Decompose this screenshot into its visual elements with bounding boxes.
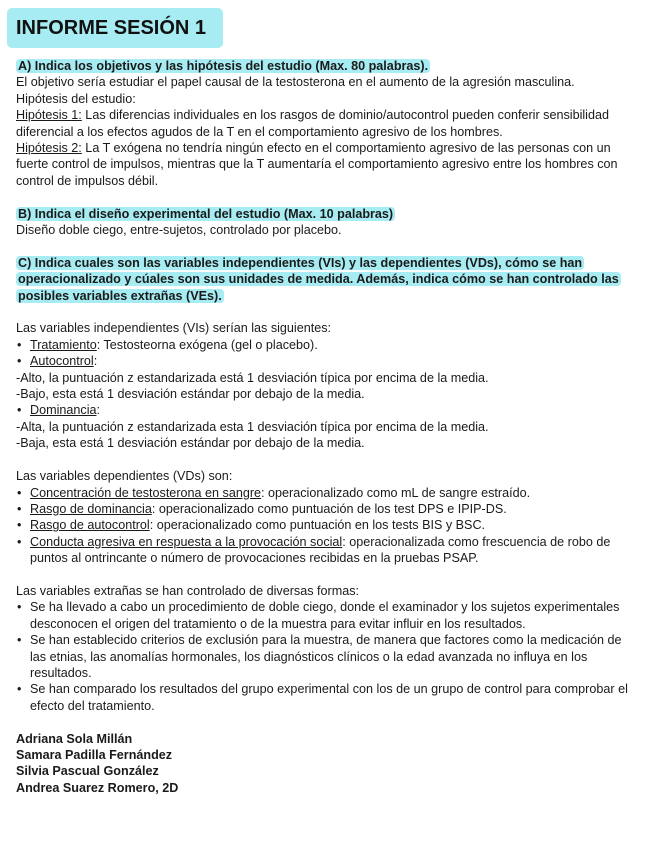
hypothesis-2-text: La T exógena no tendría ningún efecto en el comportamiento agresivo de las personas con un fuerte control de impulsos, mientras que la T aumentaría el comportamiento agresivo entre los hombres con control de impulsos débil.: [16, 141, 618, 188]
objective-text: El objetivo sería estudiar el papel causal de la testosterona en el aumento de la agresión masculina.: [16, 75, 575, 90]
ve-intro: Las variables extrañas se han controlado de diversas formas:: [16, 583, 360, 598]
hypothesis-1-label: Hipótesis 1:: [16, 108, 82, 123]
author-name: Silvia Pascual González: [16, 764, 159, 779]
title-box: [7, 8, 223, 48]
design-answer: Diseño doble ciego, entre-sujetos, controlado por placebo.: [16, 223, 342, 238]
hypotheses-heading: Hipótesis del estudio:: [16, 91, 136, 106]
vi-autocontrol-colon: :: [93, 354, 98, 369]
page-title: INFORME SESIÓN 1: [16, 17, 207, 39]
authors: [16, 731, 634, 797]
hypothesis-2-label: Hipótesis 2:: [16, 141, 82, 156]
question-a: [16, 58, 634, 74]
list-item: [16, 353, 634, 369]
question-b-text: B) Indica el diseño experimental del estudio (Max. 10 palabras): [18, 206, 394, 221]
vi-intro: Las variables independientes (VIs) serían las siguientes:: [16, 321, 332, 336]
vi-autocontrol-bajo: -Bajo, esta está 1 desviación estándar por debajo de la media.: [16, 387, 365, 402]
vd-list: [16, 485, 634, 567]
vi-autocontrol-alto: -Alto, la puntuación z estandarizada está 1 desviación típica por encima de la media.: [16, 370, 489, 385]
vi-list-dominance: [16, 402, 634, 418]
vi-dominancia-baja: -Baja, esta está 1 desviación estándar por debajo de la media.: [16, 436, 365, 451]
vd-item-text: : operacionalizado como puntuación en los tests BIS y BSC.: [149, 518, 486, 533]
list-item: [16, 485, 634, 501]
list-item: [16, 337, 634, 353]
vi-dominancia-colon: :: [96, 403, 100, 418]
vi-dominancia-alta: -Alta, la puntuación z estandarizada esta 1 desviación típica por encima de la media.: [16, 419, 489, 434]
list-item: [16, 534, 634, 567]
vi-tratamiento-text: : Testosteorna exógena (gel o placebo).: [96, 337, 318, 352]
hypothesis-2: [16, 140, 634, 189]
question-b: [16, 206, 634, 222]
author-name: Andrea Suarez Romero, 2D: [16, 780, 179, 795]
list-item: [16, 402, 634, 418]
hypothesis-1: [16, 107, 634, 140]
vi-list-treatment: [16, 337, 634, 370]
vd-item-text: : operacionalizado como puntuación de los test DPS e IPIP-DS.: [151, 501, 507, 516]
vd-item-label: Rasgo de dominancia: [30, 501, 152, 516]
vi-dominancia-label: Dominancia: [30, 403, 97, 418]
document-body: [16, 58, 634, 796]
list-item: • Se ha llevado a cabo un procedimiento de doble ciego, donde el examinador y los sujetos experimentales desconocen el origen del tratamiento o de la muestra para evitar influir en los resultados.: [16, 599, 634, 632]
vd-item-label: Conducta agresiva en respuesta a la provocación social: [30, 534, 343, 549]
hypothesis-1-text: Las diferencias individuales en los rasgos de dominio/autocontrol pueden conferir sensibilidad diferencial a los efectos agudos de la T en el comportamiento agresivo de los hombres.: [16, 108, 609, 139]
vd-item-label: Rasgo de autocontrol: [30, 518, 150, 533]
vd-intro: Las variables dependientes (VDs) son:: [16, 469, 233, 484]
vi-tratamiento-label: Tratamiento: [30, 337, 97, 352]
author-name: Samara Padilla Fernández: [16, 747, 173, 762]
question-a-text: A) Indica los objetivos y las hipótesis del estudio (Max. 80 palabras).: [18, 59, 429, 73]
ve-list: [16, 599, 634, 714]
author-name: Adriana Sola Millán: [16, 731, 133, 746]
vi-autocontrol-label: Autocontrol: [30, 354, 94, 369]
list-item: • Se han establecido criterios de exclusión para la muestra, de manera que factores como la medicación de las etnias, las anomalías hormonales, los diagnósticos clínicos o la edad avanzada no influya en los resultados.: [16, 632, 634, 681]
list-item: [16, 501, 634, 517]
vd-item-text: : operacionalizada como frescuencia de robo de puntos al ontrincante o número de provocaciones recibidas en la pruebas PSAP.: [30, 534, 611, 566]
list-item: • Se han comparado los resultados del grupo experimental con los de un grupo de control para comprobar el efecto del tratamiento.: [16, 681, 634, 714]
question-c: [16, 255, 634, 304]
vd-item-label: Concentración de testosterona en sangre: [30, 485, 262, 500]
question-c-text: C) Indica cuales son las variables independientes (VIs) y las dependientes (VDs), cómo se han operacionalizado y cúales son sus unidades de medida. Además, indica cómo se han controlado las posibles variables extrañas (VEs).: [18, 255, 619, 303]
vd-item-text: : operacionalizado como mL de sangre estraído.: [261, 485, 531, 500]
list-item: [16, 517, 634, 533]
